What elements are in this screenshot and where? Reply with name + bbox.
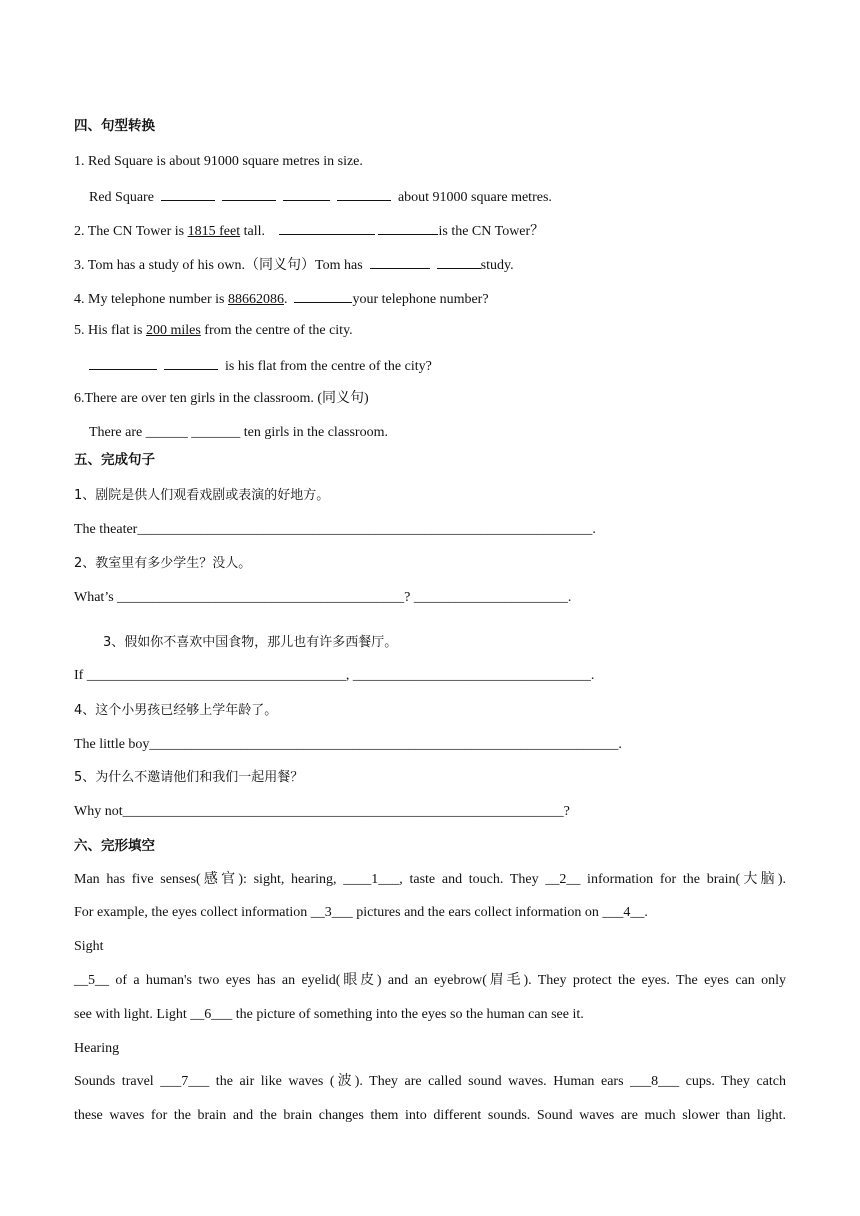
- question-1-answer-line: Red Square about 91000 square metres.: [89, 187, 552, 207]
- blank[interactable]: [89, 356, 157, 370]
- question-5-answer-line: is his flat from the centre of the city?: [89, 356, 432, 376]
- cloze-paragraph-line: For example, the eyes collect information __3___ pictures and the ears collect information on ___4__.: [74, 905, 648, 920]
- cloze-subheading-hearing: Hearing: [74, 1041, 120, 1056]
- blank[interactable]: [279, 221, 375, 235]
- item-5-chinese: 5、为什么不邀请他们和我们一起用餐？: [74, 770, 304, 785]
- question-1-text: 1. Red Square is about 91000 square metres in size.: [74, 154, 363, 169]
- question-6-answer-line: There are ______ _______ ten girls in the classroom.: [89, 425, 388, 440]
- blank[interactable]: [378, 221, 438, 235]
- blank[interactable]: [283, 187, 330, 201]
- section-4-title: 四、句型转换: [74, 118, 155, 134]
- cloze-subheading-sight: Sight: [74, 939, 104, 954]
- question-4-text: 4. My telephone number is 88662086. your telephone number?: [74, 289, 489, 309]
- section-6-title: 六、完形填空: [74, 838, 155, 854]
- question-2-text: 2. The CN Tower is 1815 feet tall. is the CN Tower？: [74, 221, 544, 241]
- item-1-english: The theater_________________________________________________________________.: [74, 522, 596, 537]
- blank[interactable]: [294, 289, 352, 303]
- cloze-paragraph-line: Sounds travel ___7___ the air like waves (波). They are called sound waves. Human ears ___8___ cups. They catch: [74, 1074, 786, 1089]
- blank[interactable]: [222, 187, 276, 201]
- item-4-english: The little boy___________________________________________________________________.: [74, 737, 622, 752]
- item-3-chinese: 3、假如你不喜欢中国食物，那儿也有许多西餐厅。: [103, 635, 398, 650]
- item-3-english: If _____________________________________, __________________________________.: [74, 668, 595, 683]
- underlined-phrase: 88662086: [227, 292, 284, 307]
- item-4-chinese: 4、这个小男孩已经够上学年龄了。: [74, 703, 278, 718]
- question-6-text: 6.There are over ten girls in the classroom. (同义句): [74, 391, 369, 406]
- blank[interactable]: [161, 187, 215, 201]
- item-5-english: Why not_______________________________________________________________?: [74, 804, 570, 819]
- cloze-paragraph-line: __5__ of a human's two eyes has an eyelid(眼皮) and an eyebrow(眉毛). They protect the eyes. The eyes can only: [74, 973, 786, 988]
- section-5-title: 五、完成句子: [74, 452, 155, 468]
- item-2-english: What’s _________________________________________? ______________________.: [74, 590, 572, 605]
- blank[interactable]: [164, 356, 218, 370]
- question-3-text: 3. Tom has a study of his own.（同义句）Tom has study.: [74, 255, 514, 275]
- item-1-chinese: 1、剧院是供人们观看戏剧或表演的好地方。: [74, 488, 330, 503]
- cloze-paragraph-line: see with light. Light __6___ the picture of something into the eyes so the human can see it.: [74, 1007, 584, 1022]
- underlined-phrase: 1815 feet: [187, 224, 241, 239]
- question-5-text: 5. His flat is 200 miles from the centre of the city.: [74, 323, 353, 338]
- blank[interactable]: [370, 255, 430, 269]
- blank[interactable]: [337, 187, 391, 201]
- cloze-paragraph-line: Man has five senses(感官): sight, hearing, ____1___, taste and touch. They __2__ information for the brain(大脑).: [74, 872, 786, 887]
- underlined-phrase: 200 miles: [145, 323, 201, 338]
- blank[interactable]: [437, 255, 481, 269]
- item-2-chinese: 2、教室里有多少学生？没人。: [74, 556, 252, 571]
- cloze-paragraph-line: these waves for the brain and the brain changes them into different sounds. Sound waves are much slower than light.: [74, 1108, 786, 1123]
